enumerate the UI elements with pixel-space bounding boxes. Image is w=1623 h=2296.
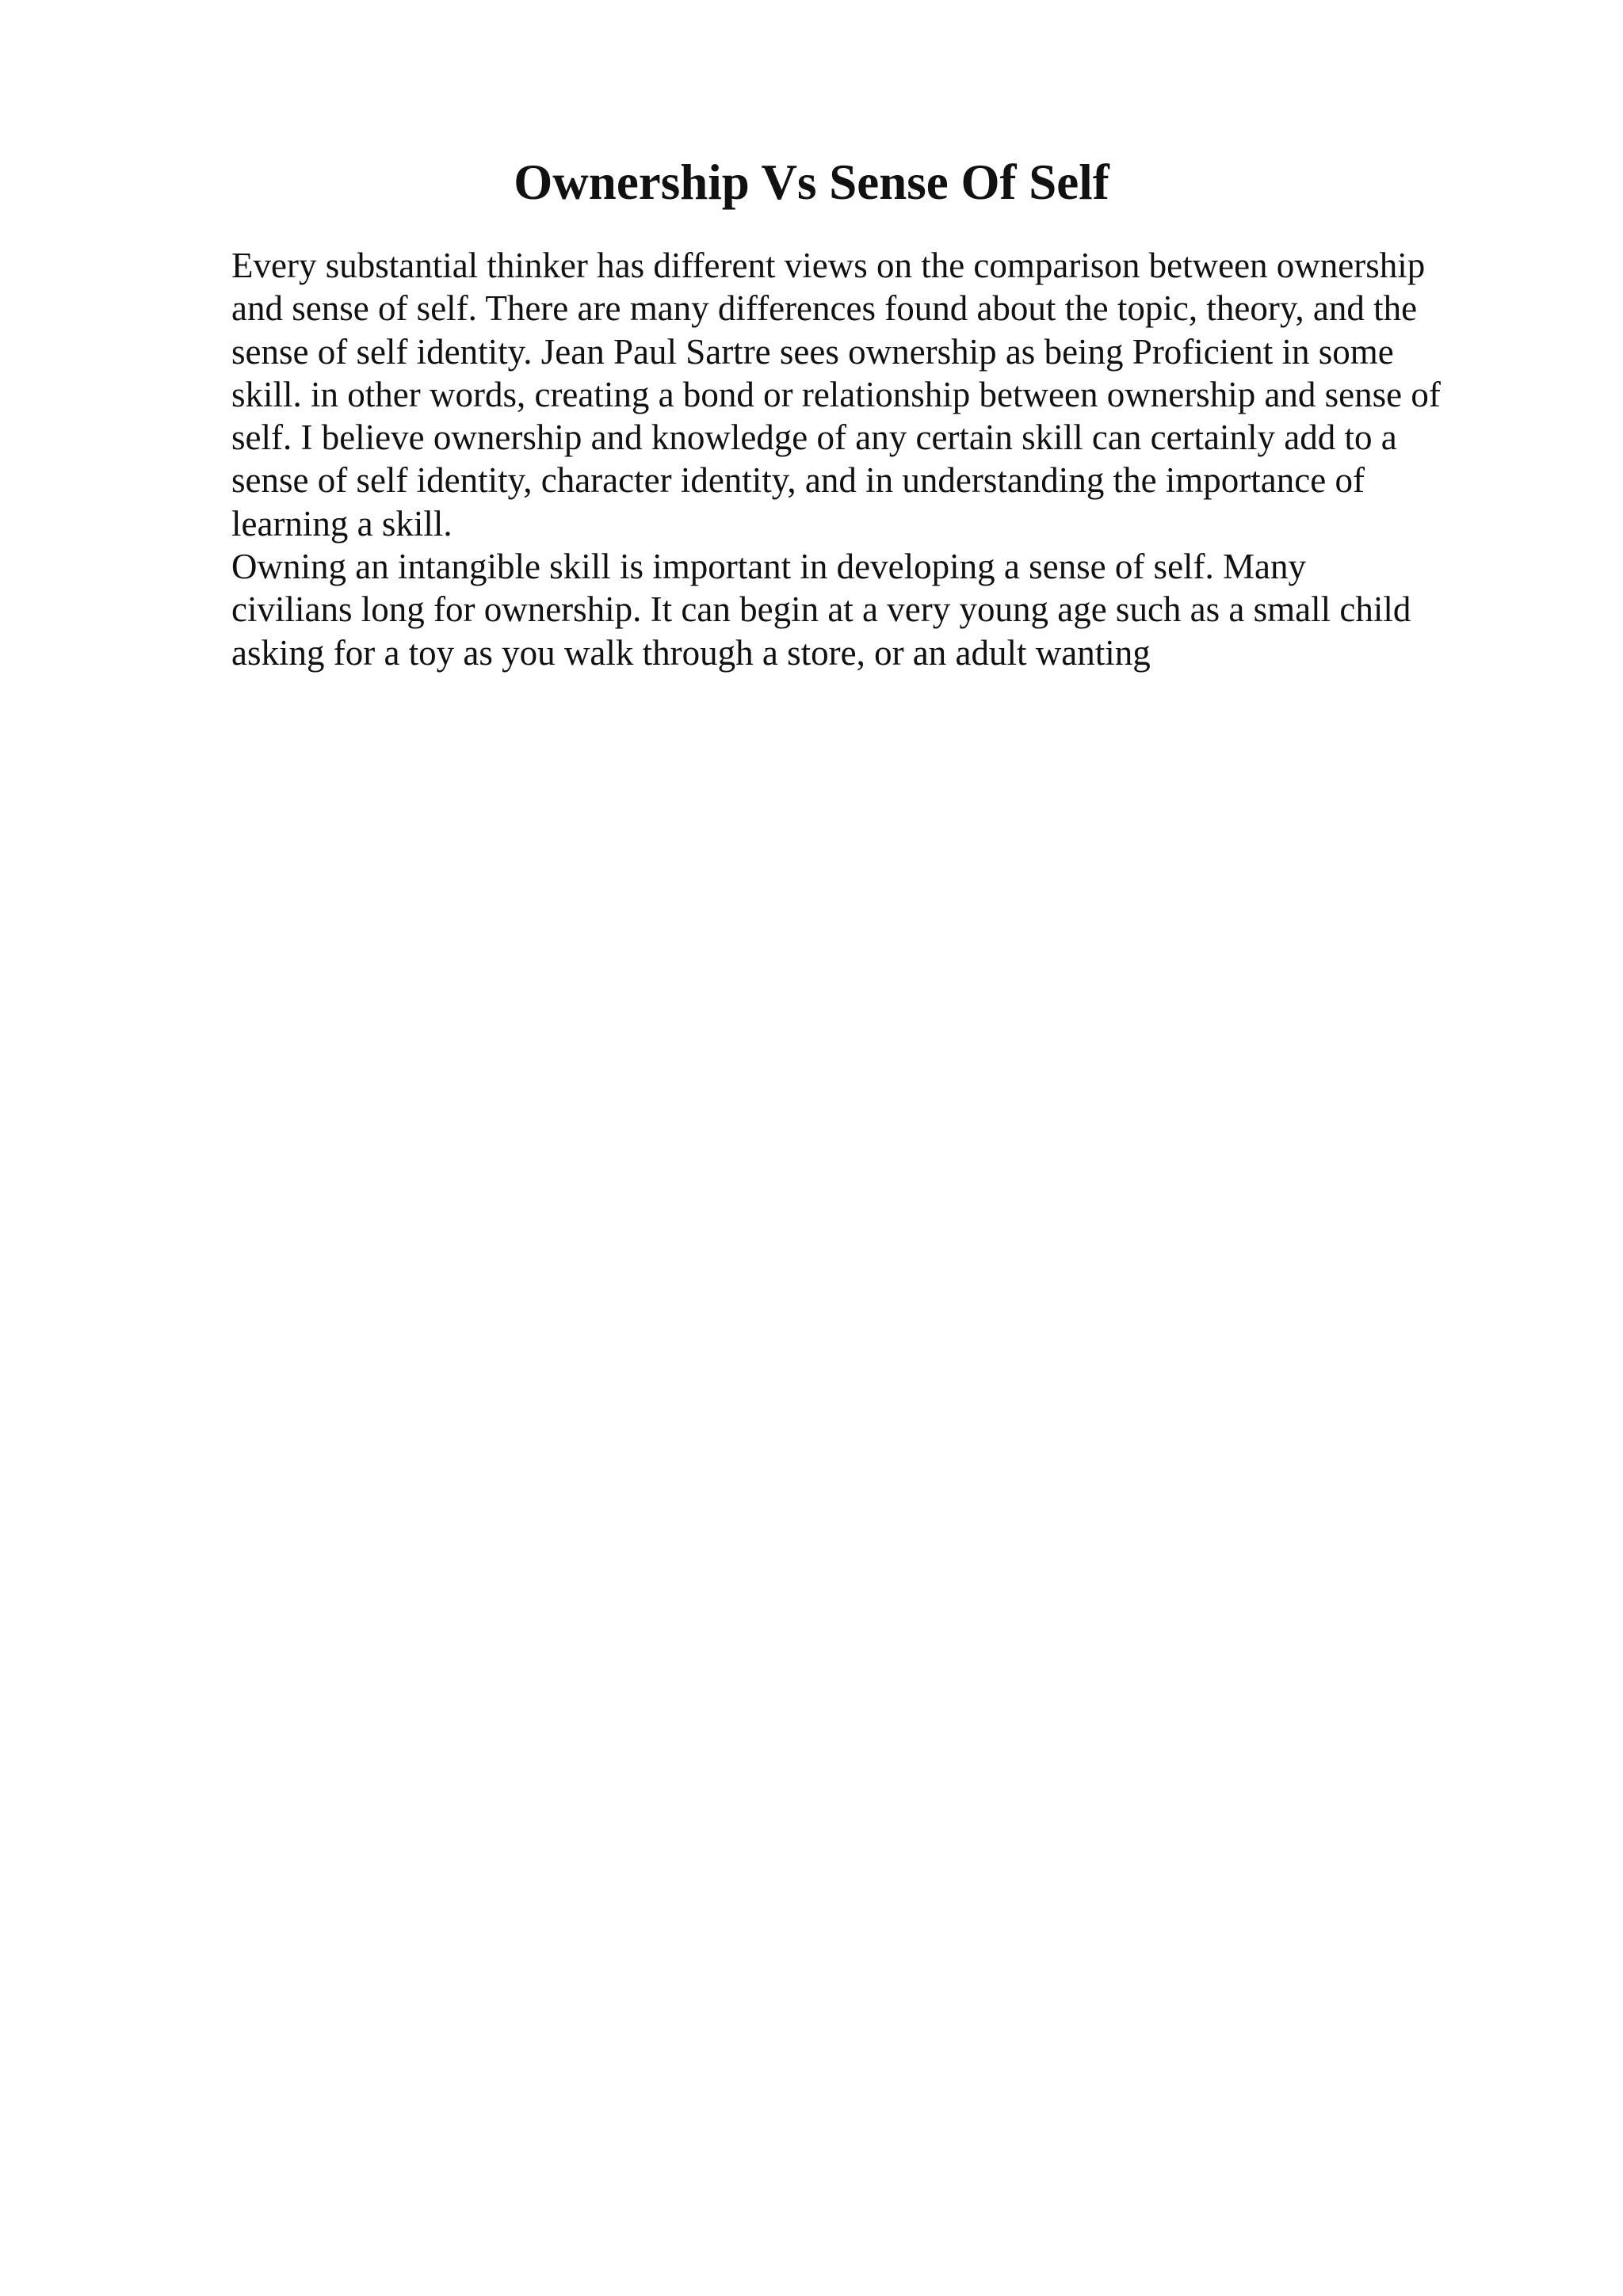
text-line: Every substantial thinker has different views on the comparison between ownership: [231, 246, 1426, 285]
text-line: learning a skill.: [231, 503, 453, 543]
text-line: Owning an intangible skill is important in developing a sense of self. Many: [231, 547, 1307, 587]
text-line: civilians long for ownership. It can begin at a very young age such as a small child: [231, 589, 1411, 630]
text-line: self. I believe ownership and knowledge of any certain skill can certainly add to a: [231, 418, 1397, 458]
text-line: and sense of self. There are many differences found about the topic, theory, and the: [231, 288, 1418, 329]
text-line: sense of self identity. Jean Paul Sartre sees ownership as being Proficient in some: [231, 331, 1394, 372]
document-body: [231, 244, 1515, 674]
text-line: sense of self identity, character identity, and in understanding the importance of: [231, 460, 1365, 501]
text-line: asking for a toy as you walk through a store, or an adult wanting: [231, 632, 1151, 673]
text-line: skill. in other words, creating a bond or relationship between ownership and sense of: [231, 374, 1441, 414]
document-title: Ownership Vs Sense Of Self: [514, 154, 1109, 210]
